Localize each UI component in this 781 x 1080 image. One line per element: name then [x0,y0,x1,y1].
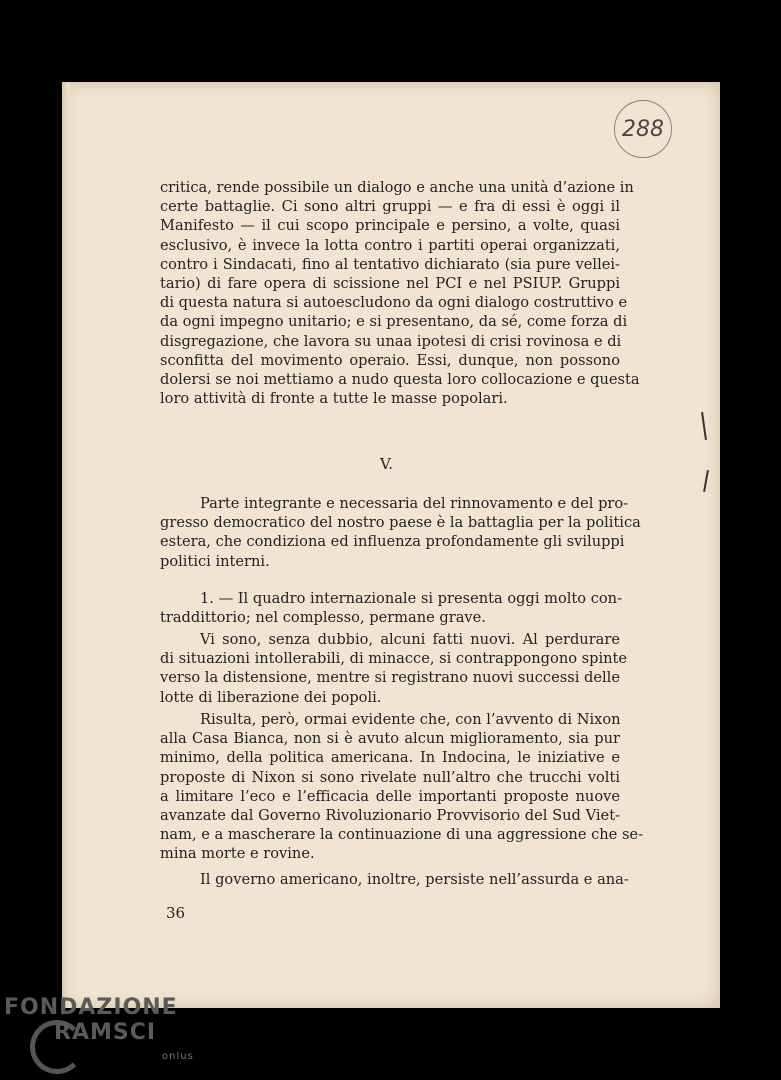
text-line: 1. — Il quadro internazionale si presenta oggi molto con- [200,590,623,607]
paragraph-5 [160,870,629,889]
text-line: Parte integrante e necessaria del rinnovamento e del pro- [200,495,629,512]
text-line: nam, e a mascherare la continuazione di una aggressione che se- [160,826,644,844]
paragraph-3 [160,630,628,707]
text-line: traddittorio; nel complesso, permane grave. [160,609,486,627]
logo-line-2: RAMSCI [54,1020,157,1045]
logo-line-3: onlus [162,1051,194,1062]
text-line: verso la distensione, mentre si registrano nuovi successi delle [160,669,620,687]
text-line: gresso democratico del nostro paese è la battaglia per la politica [160,514,641,532]
text-line: certe battaglie. Ci sono altri gruppi — e fra di essi è oggi il [160,198,620,216]
text-line: proposte di Nixon si sono rivelate null’altro che trucchi volti [160,768,620,786]
logo-line-1: FONDAZIONE [4,995,178,1020]
text-line: lotte di liberazione dei popoli. [160,688,382,706]
text-line: Il governo americano, inoltre, persiste nell’assurda e ana- [200,871,629,888]
archive-stamp [614,100,672,158]
text-line: Risulta, però, ormai evidente che, con l’avvento di Nixon [200,711,621,728]
section-heading: V. [380,455,393,473]
text-line: estera, che condiziona ed influenza profondamente gli sviluppi [160,533,625,551]
text-line: mina morte e rovine. [160,845,315,863]
page-number: 36 [166,904,186,922]
stamp-number: 288 [622,116,664,142]
paragraph-2 [160,589,623,627]
text-line: Manifesto — il cui scopo principale e persino, a volte, quasi [160,217,620,235]
page-edge [62,82,70,1008]
text-line: avanzate dal Governo Rivoluzionario Provvisorio del Sud Viet- [160,806,620,824]
paragraph-1 [160,494,641,571]
text-line: esclusivo, è invece la lotta contro i partiti operai organizzati, [160,236,620,254]
text-line: di questa natura si autoescludono da ogni dialogo costruttivo e [160,294,628,312]
text-line: da ogni impegno unitario; e si presentano, da sé, come forza di [160,313,628,331]
text-line: di situazioni intollerabili, di minacce, si contrappongono spinte [160,650,628,668]
watermark-logo [4,995,194,1062]
text-line: politici interni. [160,552,270,570]
text-line: loro attività di fronte a tutte le masse popolari. [160,390,508,408]
text-line: alla Casa Bianca, non si è avuto alcun miglioramento, sia pur [160,730,620,748]
text-block-1 [160,178,640,408]
text-line: Vi sono, senza dubbio, alcuni fatti nuovi. Al perdurare [200,631,620,648]
text-line: minimo, della politica americana. In Indocina, le iniziative e [160,749,620,767]
text-line: tario) di fare opera di scissione nel PCI e nel PSIUP. Gruppi [160,274,620,292]
paragraph-4 [160,710,644,864]
text-line: critica, rende possibile un dialogo e anche una unità d’azione in [160,179,634,196]
text-line: a limitare l’eco e l’efficacia delle importanti proposte nuove [160,787,620,805]
text-line: sconfitta del movimento operaio. Essi, dunque, non possono [160,351,620,369]
text-line: contro i Sindacati, fino al tentativo dichiarato (sia pure vellei- [160,255,620,273]
text-line: disgregazione, che lavora su unaa ipotesi di crisi rovinosa e di [160,332,622,350]
text-line: dolersi se noi mettiamo a nudo questa loro collocazione e questa [160,370,640,388]
